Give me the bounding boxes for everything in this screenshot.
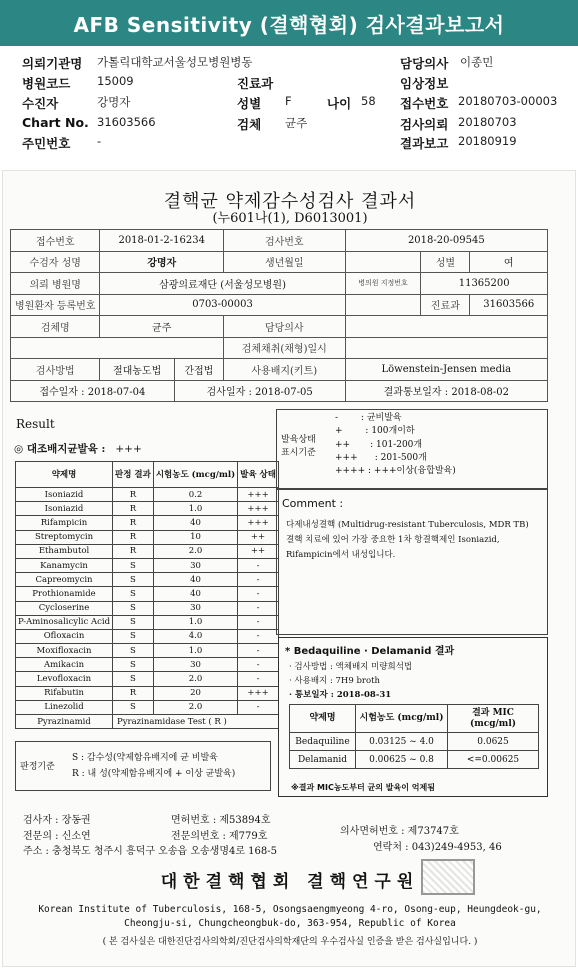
hdr-row-7 [11, 359, 548, 381]
growth-level: - : 균비발육 [335, 413, 402, 423]
drug-name: Levofloxacin [16, 672, 113, 686]
drug-susceptibility-table [15, 461, 279, 729]
drug-row [16, 700, 279, 714]
license-no: 면허번호 : 제53894호 [171, 815, 271, 826]
drug-result: R [113, 488, 154, 502]
hdr-row-5 [11, 316, 548, 338]
cell-value: 31603566 [470, 294, 548, 316]
bdq-title: * Bedaquiline · Delamanid 결과 [285, 646, 455, 657]
request-date-value: 20180703 [458, 115, 517, 129]
bdq-date: · 통보일자 : 2018-08-31 [289, 690, 392, 700]
cell-empty [11, 337, 224, 359]
drug-growth: +++ [238, 502, 279, 516]
info-row-4 [0, 115, 578, 131]
drug-growth: - [238, 644, 279, 658]
bdq-table [289, 704, 539, 769]
result-title: Result [16, 417, 55, 431]
drug-concentration: 40 [153, 516, 237, 530]
col-mic: 결과 MIC (mcg/ml) [448, 705, 539, 733]
growth-criteria-title: 발육상태 표시기준 [281, 435, 316, 458]
cell-value: 11365200 [421, 273, 548, 295]
hospital-code-value: 15009 [97, 74, 134, 88]
judgment-criteria [15, 741, 271, 791]
drug-name: Amikacin [16, 658, 113, 672]
bedaquiline-delamanid-box [278, 637, 548, 797]
drug-row [16, 629, 279, 643]
rrn-value: - [97, 134, 102, 148]
growth-level: ++++ : +++이상(융합발육) [335, 466, 456, 477]
cell-label: 검체채취(채형)일시 [223, 337, 345, 359]
cell-label: 성별 [421, 251, 470, 273]
drug-growth: - [238, 587, 279, 601]
drug-concentration: 20 [153, 686, 237, 700]
drug-row [16, 573, 279, 587]
col-result: 판정 결과 [113, 462, 154, 488]
drug-row [16, 502, 279, 516]
control-growth-value: +++ [115, 443, 142, 455]
drug-name: Bedaquiline [290, 733, 356, 751]
cell-date [174, 380, 345, 402]
result-date-label: 결과통보일자 : [383, 387, 449, 399]
clinical-info-label: 임상정보 [400, 76, 449, 91]
growth-level: +++ : 201-500개 [335, 452, 427, 463]
receipt-no-value: 20180703-00003 [458, 94, 558, 108]
requesting-org-value: 가톨릭대학교서울성모병원병동 [97, 55, 253, 69]
cell-label: 접수번호 [11, 230, 100, 252]
comment-text: 다제내성결핵 (Multidrug-resistant Tuberculosis, MDR TB) 결핵 치료에 있어 가장 중요한 1차 항결핵제인 Isoniazid, Rifampicin에서 내성입니다. [286, 520, 529, 560]
growth-criteria [276, 409, 548, 489]
drug-table-header [16, 462, 279, 488]
doctor-value: 이종민 [460, 55, 494, 69]
age-label: 나이 [327, 96, 352, 111]
certification-note: ( 본 검사실은 대한진단검사의학회/진단검사의학재단의 우수검사실 인증을 받은 검사실입니다. ) [102, 937, 478, 947]
cell-label: 진료과 [421, 294, 470, 316]
cell-label: 검사방법 [11, 359, 100, 381]
chart-no-label: Chart No. [22, 115, 89, 130]
hospital-code-label: 병원코드 [22, 76, 71, 91]
cell-value [345, 251, 421, 273]
drug-growth: - [238, 700, 279, 714]
drug-growth: - [238, 629, 279, 643]
header-info-table [10, 229, 548, 402]
test-date-label: 검사일자 : [206, 387, 252, 399]
drug-mic: <=0.00625 [448, 751, 539, 769]
drug-result: S [113, 558, 154, 572]
drug-growth: +++ [238, 686, 279, 700]
drug-result: S [113, 601, 154, 615]
examiner: 검사자 : 장동권 [23, 815, 91, 826]
cell-value: 0703-00003 [100, 294, 345, 316]
official-seal-icon [421, 859, 475, 895]
control-growth-label: ◎ 대조배지균발육 : [14, 443, 106, 455]
info-row-5 [0, 134, 578, 150]
col-growth: 발육 상태 [238, 462, 279, 488]
bdq-method: · 검사방법 : 액체배지 미량희석법 [289, 662, 413, 672]
drug-row [16, 686, 279, 700]
growth-criteria-list [335, 412, 456, 478]
bdq-header [290, 705, 539, 733]
drug-name: Ethambutol [16, 544, 113, 558]
cell-value: Löwenstein-Jensen media [345, 359, 547, 381]
info-row-3 [0, 94, 578, 110]
drug-growth: - [238, 658, 279, 672]
drug-growth: - [238, 558, 279, 572]
drug-result: R [113, 530, 154, 544]
bdq-row [290, 751, 539, 769]
chart-no-value: 31603566 [97, 115, 156, 129]
doc-code: (누601나(1), D6013001) [212, 211, 368, 226]
drug-result: R [113, 686, 154, 700]
drug-growth: +++ [238, 516, 279, 530]
address-en-1: Korean Institute of Tuberculosis, 168-5, Osongsaengmyeong 4-ro, Osong-eup, Heungdeok-gu, [38, 904, 542, 915]
hdr-row-3 [11, 273, 548, 295]
hdr-row-4 [11, 294, 548, 316]
cell-label: 의뢰 병원명 [11, 273, 100, 295]
cell-label: 병원환자 등록번호 [11, 294, 100, 316]
requesting-org-label: 의뢰기관명 [22, 56, 83, 71]
drug-row [16, 558, 279, 572]
drug-concentration: 4.0 [153, 629, 237, 643]
drug-concentration: 0.2 [153, 488, 237, 502]
growth-level: + : 100개이하 [335, 426, 415, 437]
cell-empty [345, 294, 421, 316]
hdr-row-6 [11, 337, 548, 359]
drug-name: P-Aminosalicylic Acid [16, 615, 113, 629]
rrn-label: 주민번호 [22, 136, 71, 151]
report-date-value: 20180919 [458, 134, 517, 148]
drug-row [16, 587, 279, 601]
recv-value: 2018-07-04 [87, 387, 146, 399]
drug-row [16, 516, 279, 530]
pyrazinamide-row [16, 715, 279, 729]
drug-growth: - [238, 672, 279, 686]
organization-name: 대한결핵협회 결핵연구원 [160, 872, 420, 892]
specimen-value: 균주 [285, 116, 308, 130]
drug-concentration: 2.0 [153, 544, 237, 558]
drug-concentration: 40 [153, 587, 237, 601]
drug-name: Delamanid [290, 751, 356, 769]
drug-range: 0.00625 ~ 0.8 [356, 751, 448, 769]
drug-row [16, 672, 279, 686]
doc-title: 결핵균 약제감수성검사 결과서 [163, 191, 417, 212]
report-date-label: 결과보고 [400, 136, 449, 151]
criteria-r: R : 내 성(약제함유배지에 + 이상 균발육) [72, 769, 236, 779]
hdr-row-8 [11, 380, 548, 402]
hdr-row-2 [11, 251, 548, 273]
drug-growth: - [238, 573, 279, 587]
scanned-result-document [2, 170, 576, 967]
cell-value: 간접법 [174, 359, 223, 381]
drug-result: R [113, 544, 154, 558]
criteria-s: S : 감수성(약제함유배지에 균 비발육 [72, 753, 218, 763]
drug-name: Isoniazid [16, 488, 113, 502]
contact: 연락처 : 043)249-4953, 46 [373, 842, 502, 853]
cell-value: 삼광의료재단 (서울성모병원) [100, 273, 345, 295]
specialist-license-no: 전문의번호 : 제779호 [171, 831, 268, 842]
cell-value: 여 [470, 251, 548, 273]
cell-label: 검사번호 [223, 230, 345, 252]
recv-label: 접수일자 : [39, 387, 85, 399]
cell-value: 2018-20-09545 [345, 230, 547, 252]
specimen-label: 검체 [237, 117, 262, 132]
cell-date [11, 380, 175, 402]
cell-label: 수검자 성명 [11, 251, 100, 273]
address: 주소 : 충청북도 청주시 흥덕구 오송읍 오송생명4로 168-5 [23, 846, 278, 857]
cell-value: 2018-01-2-16234 [100, 230, 223, 252]
col-range: 시험농도 (mcg/ml) [356, 705, 448, 733]
drug-name: Capreomycin [16, 573, 113, 587]
col-drug-name: 약제명 [16, 462, 113, 488]
receipt-no-label: 접수번호 [400, 96, 449, 111]
drug-result: R [113, 502, 154, 516]
cell-label: 병의원 지정번호 [345, 273, 421, 295]
test-date-value: 2018-07-05 [255, 387, 313, 399]
drug-result: S [113, 573, 154, 587]
drug-row [16, 644, 279, 658]
drug-name: Streptomycin [16, 530, 113, 544]
drug-row [16, 544, 279, 558]
criteria-title: 판정기준 [20, 762, 55, 772]
drug-growth: ++ [238, 544, 279, 558]
drug-result: S [113, 587, 154, 601]
drug-row [16, 601, 279, 615]
age-value: 58 [361, 94, 376, 108]
report-title: AFB Sensitivity (결핵협회) 검사결과보고서 [73, 12, 505, 37]
drug-concentration: 30 [153, 558, 237, 572]
info-row-1 [0, 54, 578, 70]
drug-concentration: 2.0 [153, 700, 237, 714]
drug-concentration: 1.0 [153, 502, 237, 516]
drug-result: S [113, 629, 154, 643]
drug-concentration: 30 [153, 601, 237, 615]
drug-name: Isoniazid [16, 502, 113, 516]
cell-label: 담당의사 [223, 316, 345, 338]
drug-concentration: 40 [153, 573, 237, 587]
drug-growth: - [238, 601, 279, 615]
comment-title: Comment : [282, 497, 344, 510]
control-growth [14, 441, 142, 456]
cell-value: 균주 [100, 316, 223, 338]
drug-concentration: 1.0 [153, 615, 237, 629]
drug-result: S [113, 644, 154, 658]
drug-result: Pyrazinamidase Test ( R ) [113, 715, 279, 729]
drug-row [16, 658, 279, 672]
drug-name: Prothionamide [16, 587, 113, 601]
cell-value: 절대농도법 [100, 359, 174, 381]
drug-row [16, 488, 279, 502]
drug-growth: ++ [238, 530, 279, 544]
address-en-2: Cheongju-si, Chungcheongbuk-do, 363-954, Republic of Korea [124, 918, 456, 929]
drug-result: R [113, 516, 154, 530]
drug-name: Rifabutin [16, 686, 113, 700]
drug-concentration: 30 [153, 658, 237, 672]
drug-concentration: 10 [153, 530, 237, 544]
drug-result: S [113, 615, 154, 629]
cell-label: 검체명 [11, 316, 100, 338]
drug-row [16, 530, 279, 544]
request-date-label: 검사의뢰 [400, 117, 449, 132]
hdr-row-1 [11, 230, 548, 252]
drug-result: S [113, 672, 154, 686]
patient-value: 강명자 [97, 95, 131, 109]
drug-name: Linezolid [16, 700, 113, 714]
cell-value [345, 337, 547, 359]
drug-growth: - [238, 615, 279, 629]
col-concentration: 시험농도 (mcg/ml) [153, 462, 237, 488]
drug-mic: 0.0625 [448, 733, 539, 751]
drug-name: Rifampicin [16, 516, 113, 530]
result-date-value: 2018-08-02 [451, 387, 509, 399]
drug-range: 0.03125 ~ 4.0 [356, 733, 448, 751]
drug-concentration: 1.0 [153, 644, 237, 658]
drug-growth: +++ [238, 488, 279, 502]
cell-date [345, 380, 547, 402]
doctor-license-no: 의사면허번호 : 제73747호 [340, 826, 459, 837]
bdq-medium: · 사용배지 : 7H9 broth [289, 676, 380, 686]
info-row-2 [0, 74, 578, 90]
sex-label: 성별 [237, 96, 262, 111]
doctor-label: 담당의사 [400, 56, 449, 71]
cell-value [345, 316, 547, 338]
drug-result: S [113, 700, 154, 714]
drug-result: S [113, 658, 154, 672]
specialist: 전문의 : 신소연 [23, 831, 91, 842]
sex-value: F [285, 94, 292, 108]
cell-value: 강명자 [100, 251, 223, 273]
bdq-row [290, 733, 539, 751]
cell-label: 생년월일 [223, 251, 345, 273]
drug-name: Pyrazinamid [16, 715, 113, 729]
drug-name: Cycloserine [16, 601, 113, 615]
drug-name: Ofloxacin [16, 629, 113, 643]
col-drug: 약제명 [290, 705, 356, 733]
drug-name: Moxifloxacin [16, 644, 113, 658]
drug-row [16, 615, 279, 629]
drug-name: Kanamycin [16, 558, 113, 572]
report-title-bar [0, 0, 578, 46]
cell-label: 사용배지(키트) [223, 359, 345, 381]
bdq-note: ※결과 MIC농도부터 균의 발육이 억제됨 [291, 783, 435, 792]
patient-label: 수진자 [22, 96, 59, 111]
growth-level: ++ : 101-200개 [335, 439, 423, 450]
department-label: 진료과 [237, 76, 274, 91]
drug-concentration: 2.0 [153, 672, 237, 686]
comment-box [276, 489, 548, 635]
